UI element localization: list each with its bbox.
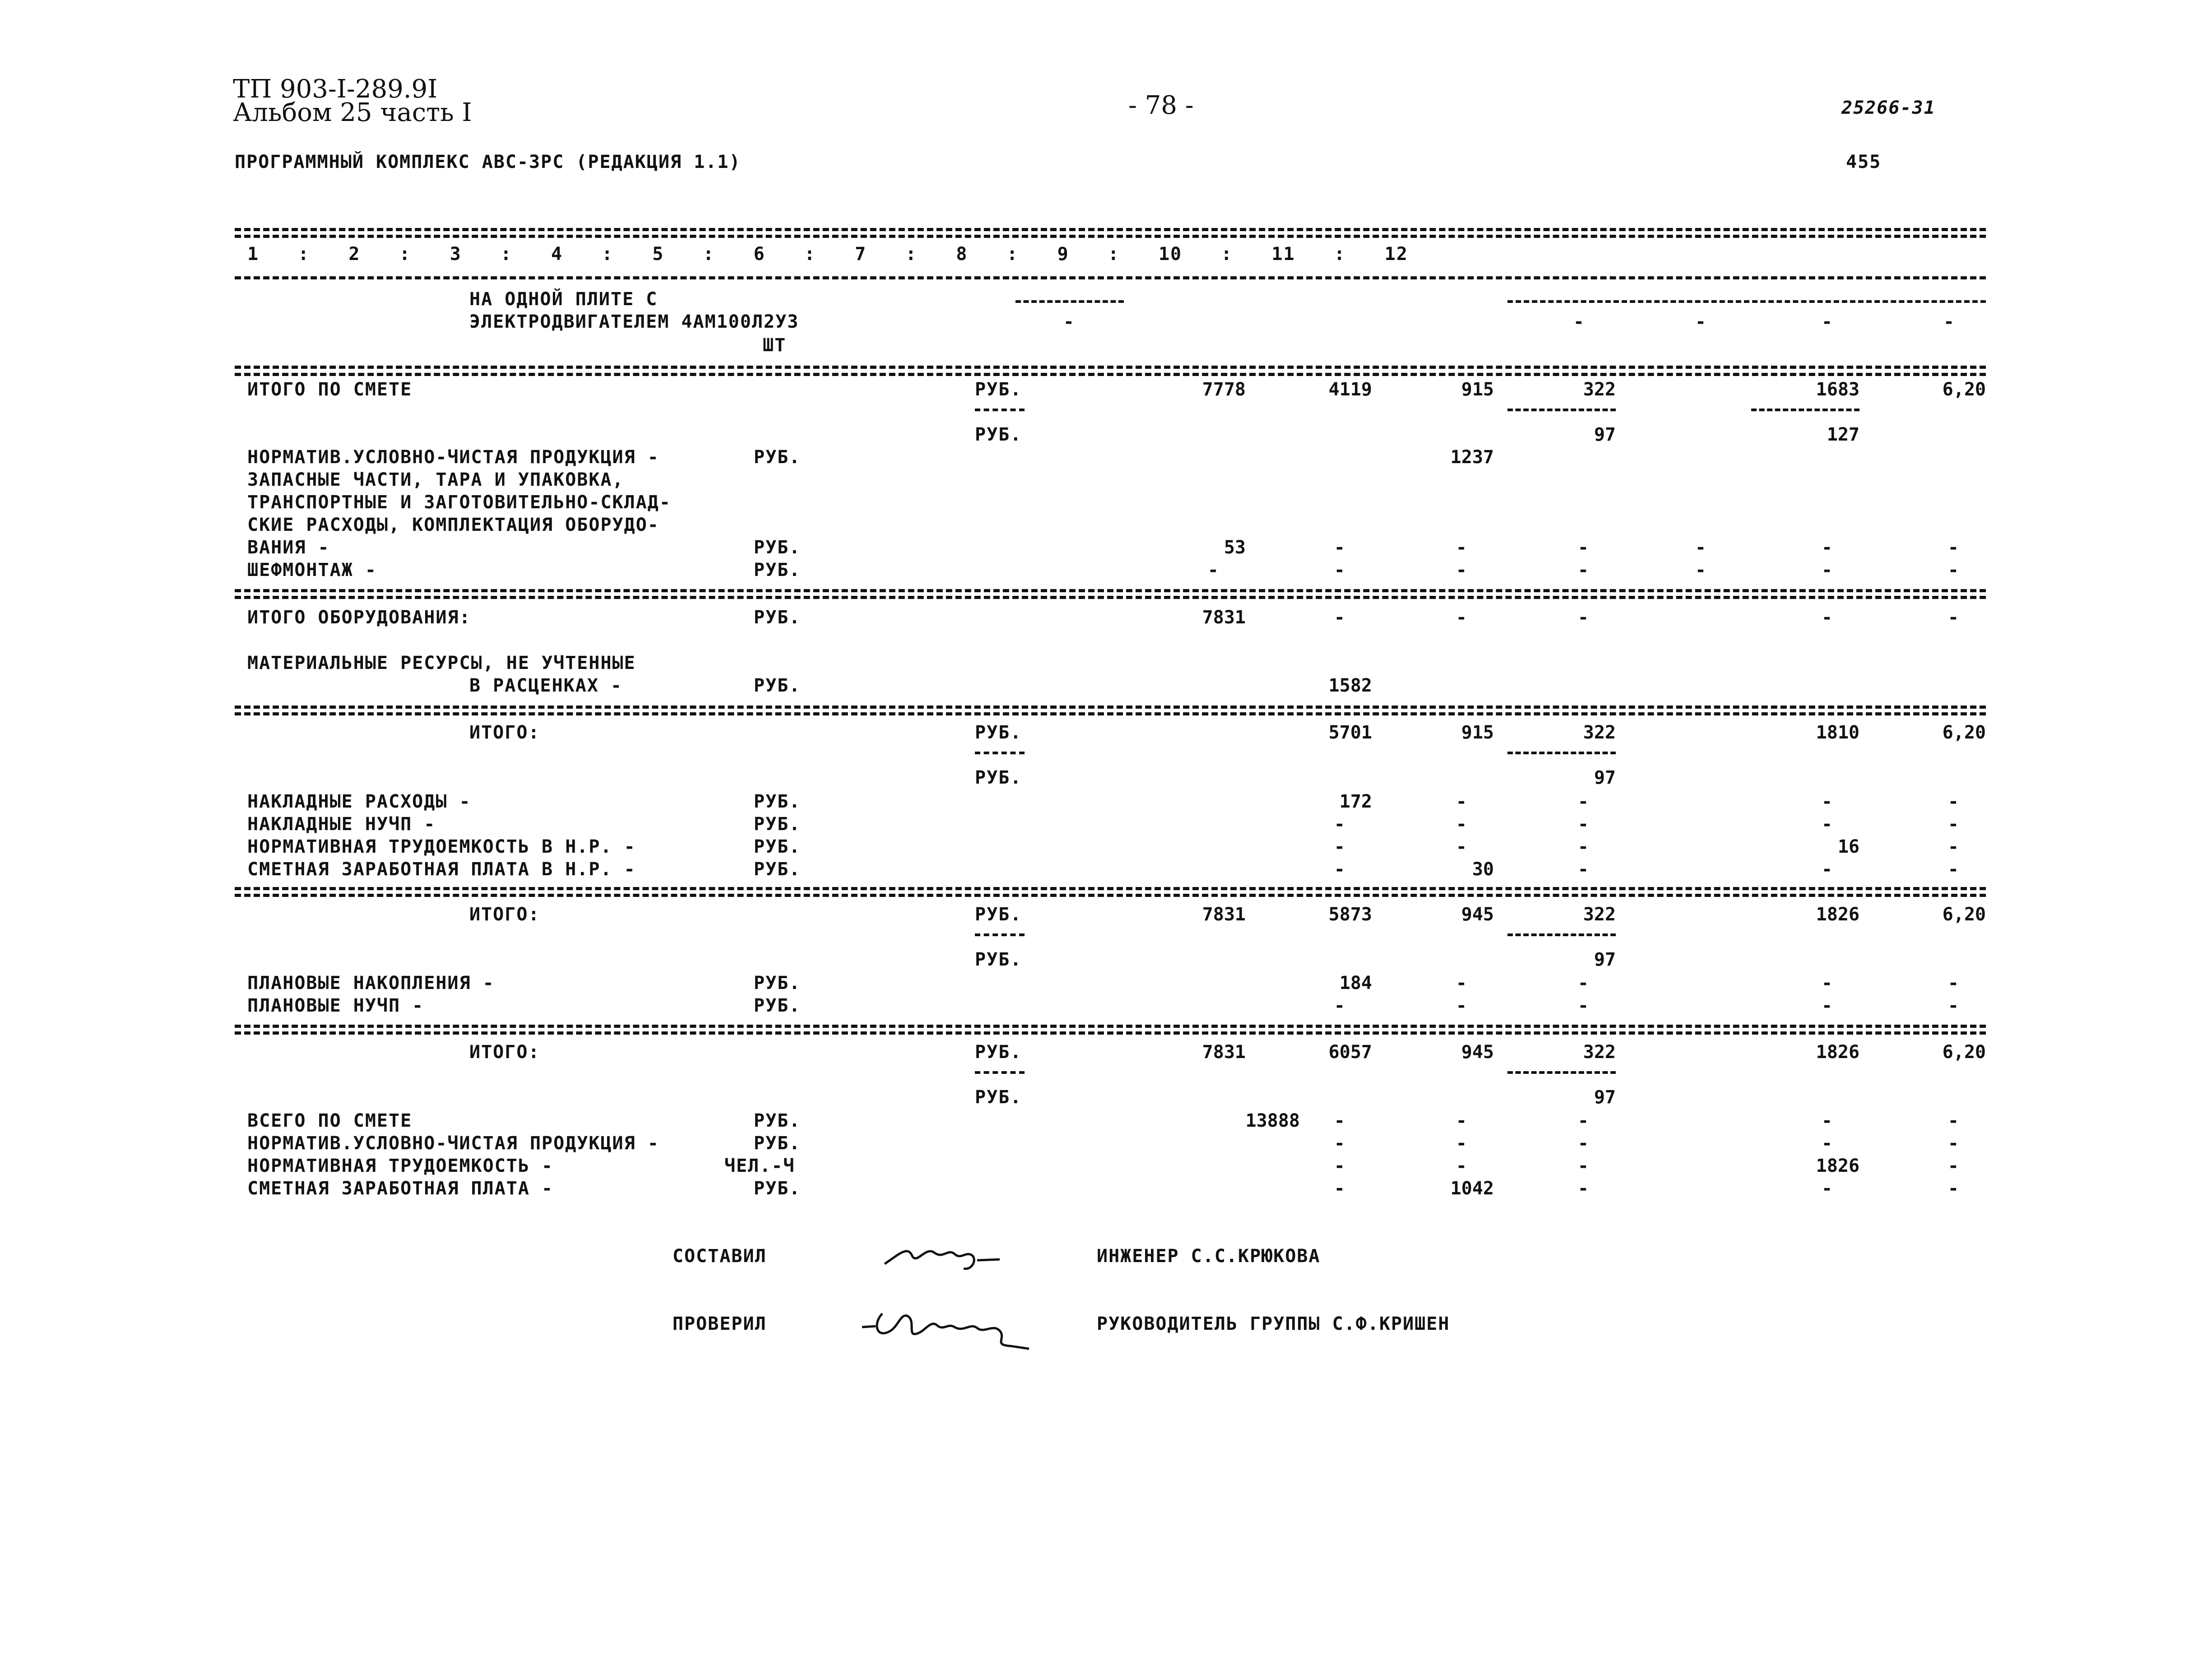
cell: 172	[1339, 791, 1372, 812]
cell: -	[1577, 537, 1589, 558]
cell: -	[1334, 836, 1345, 857]
rule	[1507, 1071, 1616, 1074]
program-title: ПРОГРАММНЫЙ КОМПЛЕКС АВС-ЗРС (РЕДАКЦИЯ 1.1)	[235, 152, 741, 172]
cell: 5701	[1328, 722, 1372, 743]
cell: 97	[1594, 767, 1616, 788]
cell: 322	[1583, 379, 1616, 400]
cell: -	[1456, 537, 1467, 558]
cell: -	[1948, 995, 1959, 1016]
unit: РУБ.	[754, 1133, 801, 1154]
compiled-by: ИНЖЕНЕР С.С.КРЮКОВА	[1097, 1246, 1321, 1267]
cell: -	[1821, 607, 1832, 628]
cell: 97	[1594, 1087, 1616, 1108]
rule	[235, 276, 1986, 279]
cell: -	[1577, 791, 1589, 812]
cell: -	[1821, 814, 1832, 835]
cell: 7831	[1202, 1042, 1246, 1063]
cell: -	[1695, 537, 1706, 558]
intro-unit: ШТ	[763, 335, 787, 356]
cell: -	[1334, 814, 1345, 835]
cell: -	[1577, 995, 1589, 1016]
rule	[235, 706, 1986, 709]
cell: 6,20	[1942, 1042, 1986, 1063]
cell: -	[1948, 1178, 1959, 1199]
cell: -	[1948, 537, 1959, 558]
cell: -	[1456, 1156, 1467, 1176]
cell: -	[1821, 973, 1832, 994]
compiled-label: СОСТАВИЛ	[672, 1246, 767, 1267]
unit: РУБ.	[754, 1178, 801, 1199]
page-number: - 78 -	[1128, 91, 1194, 120]
cell: 6,20	[1942, 904, 1986, 925]
unit: РУБ.	[754, 995, 801, 1016]
rule	[1507, 409, 1616, 411]
cell: 1237	[1450, 447, 1494, 468]
cell: 1042	[1450, 1178, 1494, 1199]
cell: 30	[1472, 859, 1494, 880]
checked-label: ПРОВЕРИЛ	[672, 1314, 767, 1334]
cell: -	[1573, 311, 1584, 332]
cell: 97	[1594, 424, 1616, 445]
row-label: ИТОГО ОБОРУДОВАНИЯ:	[247, 607, 471, 628]
cell: 1810	[1816, 722, 1860, 743]
document-code: ТП 903-I-289.9I	[233, 74, 438, 104]
unit: ЧЕЛ.-Ч	[724, 1156, 795, 1176]
unit: РУБ.	[754, 560, 801, 580]
cell: -	[1334, 1178, 1345, 1199]
cell: -	[1821, 560, 1832, 580]
rule	[235, 366, 1986, 369]
unit: РУБ.	[754, 447, 801, 468]
cell: -	[1577, 859, 1589, 880]
row-label: ВАНИЯ -	[247, 537, 330, 558]
unit: РУБ.	[754, 537, 801, 558]
row-label: НОРМАТИВНАЯ ТРУДОЕМКОСТЬ -	[247, 1156, 554, 1176]
cell: 4119	[1328, 379, 1372, 400]
cell: -	[1821, 859, 1832, 880]
cell: -	[1948, 814, 1959, 835]
cell: -	[1334, 1110, 1345, 1131]
unit: РУБ.	[754, 814, 801, 835]
cell: -	[1948, 791, 1959, 812]
intro-line-2: ЭЛЕКТРОДВИГАТЕЛЕМ 4АМ100Л2У3	[469, 311, 799, 332]
cell: -	[1821, 537, 1832, 558]
cell: -	[1456, 607, 1467, 628]
cell: -	[1695, 560, 1706, 580]
row-label: ИТОГО:	[469, 722, 540, 743]
cell: -	[1948, 1133, 1959, 1154]
row-label: ИТОГО ПО СМЕТЕ	[247, 379, 413, 400]
cell: -	[1948, 836, 1959, 857]
row-label: НАКЛАДНЫЕ РАСХОДЫ -	[247, 791, 471, 812]
cell: 53	[1224, 537, 1246, 558]
cell: -	[1334, 607, 1345, 628]
row-label: НОРМАТИВ.УСЛОВНО-ЧИСТАЯ ПРОДУКЦИЯ -	[247, 447, 659, 468]
rule	[235, 589, 1986, 592]
cell: -	[1456, 814, 1467, 835]
rule	[975, 752, 1025, 754]
cell: -	[1948, 1110, 1959, 1131]
intro-line-1: НА ОДНОЙ ПЛИТЕ С	[469, 289, 658, 310]
unit: РУБ.	[975, 767, 1022, 788]
cell: -	[1456, 973, 1467, 994]
cell: -	[1948, 560, 1959, 580]
cell: 13888	[1245, 1110, 1300, 1131]
rule	[1751, 409, 1860, 411]
row-label: ТРАНСПОРТНЫЕ И ЗАГОТОВИТЕЛЬНО-СКЛАД-	[247, 492, 671, 513]
cell: 322	[1583, 904, 1616, 925]
checked-by: РУКОВОДИТЕЛЬ ГРУППЫ С.Ф.КРИШЕН	[1097, 1314, 1450, 1334]
rule	[1507, 752, 1616, 754]
row-label: ИТОГО:	[469, 1042, 540, 1063]
cell: 7778	[1202, 379, 1246, 400]
cell: -	[1456, 995, 1467, 1016]
cell: 1582	[1328, 675, 1372, 696]
row-label: СМЕТНАЯ ЗАРАБОТНАЯ ПЛАТА В Н.Р. -	[247, 859, 636, 880]
cell: -	[1948, 607, 1959, 628]
rule	[235, 894, 1986, 897]
cell: -	[1821, 311, 1832, 332]
cell: -	[1577, 1156, 1589, 1176]
unit: РУБ.	[975, 1042, 1022, 1063]
cell: 322	[1583, 722, 1616, 743]
signature-checker	[858, 1295, 1038, 1359]
cell: -	[1334, 859, 1345, 880]
rule	[235, 228, 1986, 231]
cell: -	[1334, 537, 1345, 558]
unit: РУБ.	[754, 1110, 801, 1131]
unit: РУБ.	[975, 949, 1022, 970]
cell: -	[1207, 560, 1219, 580]
rule	[235, 596, 1986, 599]
row-label: ВСЕГО ПО СМЕТЕ	[247, 1110, 413, 1131]
unit: РУБ.	[975, 722, 1022, 743]
unit: РУБ.	[754, 836, 801, 857]
cell: 1826	[1816, 904, 1860, 925]
cell: -	[1948, 973, 1959, 994]
rule	[1016, 300, 1124, 303]
row-label: ИТОГО:	[469, 904, 540, 925]
cell: -	[1577, 1110, 1589, 1131]
cell: -	[1948, 859, 1959, 880]
cell: 7831	[1202, 607, 1246, 628]
stamp-number: 25266-31	[1841, 98, 1936, 118]
cell: 6,20	[1942, 379, 1986, 400]
cell: -	[1334, 560, 1345, 580]
cell: -	[1577, 1133, 1589, 1154]
unit: РУБ.	[975, 379, 1022, 400]
unit: РУБ.	[975, 424, 1022, 445]
cell: 1826	[1816, 1156, 1860, 1176]
row-label: ПЛАНОВЫЕ НУЧП -	[247, 995, 424, 1016]
rule	[235, 373, 1986, 376]
unit: РУБ.	[754, 675, 801, 696]
cell: -	[1821, 1110, 1832, 1131]
unit: РУБ.	[754, 791, 801, 812]
cell: -	[1577, 560, 1589, 580]
cell: -	[1948, 1156, 1959, 1176]
row-label: НОРМАТИВНАЯ ТРУДОЕМКОСТЬ В Н.Р. -	[247, 836, 636, 857]
cell: -	[1577, 607, 1589, 628]
cell: 322	[1583, 1042, 1616, 1063]
row-label: ПЛАНОВЫЕ НАКОПЛЕНИЯ -	[247, 973, 495, 994]
cell: -	[1456, 1110, 1467, 1131]
cell: -	[1821, 1133, 1832, 1154]
rule	[235, 1025, 1986, 1028]
cell: -	[1943, 311, 1954, 332]
cell: 1683	[1816, 379, 1860, 400]
rule	[235, 235, 1986, 238]
rule	[235, 712, 1986, 715]
cell: 945	[1461, 1042, 1494, 1063]
cell: 7831	[1202, 904, 1246, 925]
row-label: В РАСЦЕНКАХ -	[469, 675, 623, 696]
cell: -	[1577, 973, 1589, 994]
cell: 5873	[1328, 904, 1372, 925]
cell: -	[1063, 311, 1074, 332]
cell: -	[1577, 836, 1589, 857]
cell: -	[1456, 836, 1467, 857]
rule	[975, 933, 1025, 936]
cell: 127	[1827, 424, 1860, 445]
row-label: ЗАПАСНЫЕ ЧАСТИ, ТАРА И УПАКОВКА,	[247, 469, 624, 490]
cell: -	[1821, 995, 1832, 1016]
column-header: 1 : 2 : 3 : 4 : 5 : 6 : 7 : 8 : 9 : 10 : 11 : 12	[247, 244, 1408, 265]
cell: -	[1456, 1133, 1467, 1154]
rule	[235, 887, 1986, 890]
row-label: СКИЕ РАСХОДЫ, КОМПЛЕКТАЦИЯ ОБОРУДО-	[247, 515, 659, 535]
row-label: МАТЕРИАЛЬНЫЕ РЕСУРСЫ, НЕ УЧТЕННЫЕ	[247, 653, 636, 673]
cell: -	[1334, 1156, 1345, 1176]
unit: РУБ.	[754, 973, 801, 994]
cell: -	[1456, 560, 1467, 580]
row-label: НАКЛАДНЫЕ НУЧП -	[247, 814, 436, 835]
cell: -	[1577, 814, 1589, 835]
cell: -	[1456, 791, 1467, 812]
row-label: СМЕТНАЯ ЗАРАБОТНАЯ ПЛАТА -	[247, 1178, 554, 1199]
album-label: Альбом 25 часть I	[233, 98, 472, 127]
cell: -	[1577, 1178, 1589, 1199]
rule	[1507, 300, 1986, 303]
cell: -	[1821, 791, 1832, 812]
cell: 1826	[1816, 1042, 1860, 1063]
cell: 97	[1594, 949, 1616, 970]
cell: -	[1334, 1133, 1345, 1154]
row-label: НОРМАТИВ.УСЛОВНО-ЧИСТАЯ ПРОДУКЦИЯ -	[247, 1133, 659, 1154]
rule	[1507, 933, 1616, 936]
cell: 16	[1837, 836, 1860, 857]
cell: -	[1695, 311, 1706, 332]
unit: РУБ.	[754, 859, 801, 880]
signature-compiler	[880, 1228, 1006, 1277]
cell: 915	[1461, 379, 1494, 400]
unit: РУБ.	[975, 1087, 1022, 1108]
cell: 915	[1461, 722, 1494, 743]
row-label: ШЕФМОНТАЖ -	[247, 560, 377, 580]
rule	[235, 1031, 1986, 1035]
cell: 6,20	[1942, 722, 1986, 743]
cell: -	[1821, 1178, 1832, 1199]
rule	[975, 1071, 1025, 1074]
sheet-number: 455	[1846, 152, 1882, 172]
unit: РУБ.	[975, 904, 1022, 925]
rule	[975, 409, 1025, 411]
cell: 184	[1339, 973, 1372, 994]
cell: 6057	[1328, 1042, 1372, 1063]
cell: -	[1334, 995, 1345, 1016]
unit: РУБ.	[754, 607, 801, 628]
cell: 945	[1461, 904, 1494, 925]
